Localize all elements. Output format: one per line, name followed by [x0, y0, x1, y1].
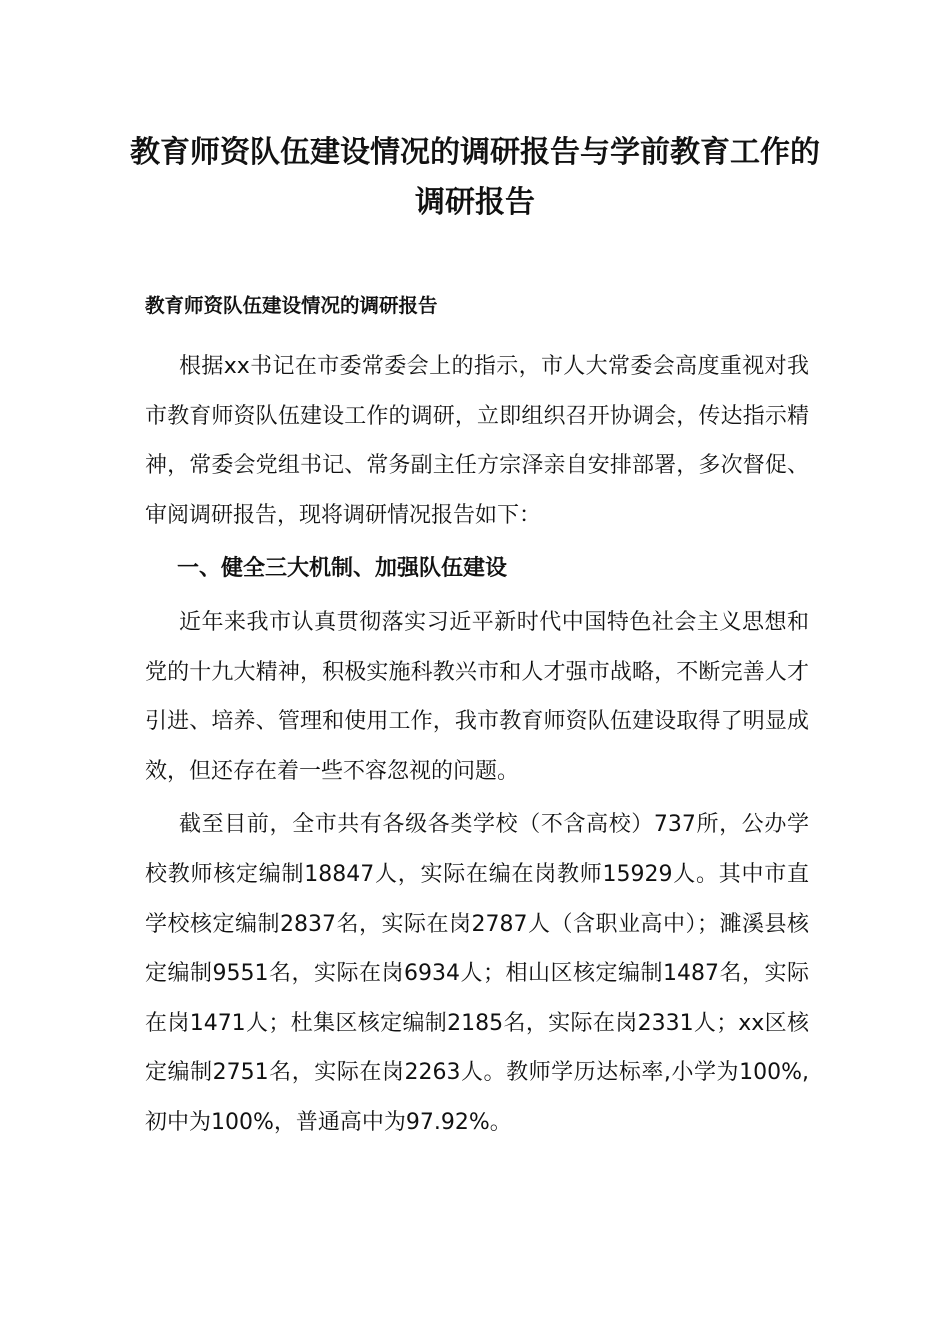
document-body — [145, 342, 809, 1148]
section-heading: 教育师资队伍建设情况的调研报告 — [145, 294, 438, 317]
paragraph-intro: 根据xx书记在市委常委会上的指示，市人大常委会高度重视对我市教育师资队伍建设工作的调研，立即组织召开协调会，传达指示精神，常委会党组书记、常务副主任方宗泽亲自安排部署，多次督促、审阅调研报告，现将调研情况报告如下： — [145, 354, 809, 528]
paragraph-overview: 近年来我市认真贯彻落实习近平新时代中国特色社会主义思想和党的十九大精神，积极实施科教兴市和人才强市战略，不断完善人才引进、培养、管理和使用工作，我市教育师资队伍建设取得了明显成效，但还存在着一些不容忽视的问题。 — [145, 609, 809, 784]
subheading-one: 一、健全三大机制、加强队伍建设 — [177, 556, 508, 582]
paragraph-statistics: 截至目前，全市共有各级各类学校（不含高校）737所，公办学校教师核定编制18847人，实际在编在岗教师15929人。其中市直学校核定编制2837名，实际在岗2787人（含职业高中）；濉溪县核定编制9551名，实际在岗6934人；相山区核定编制1487名，实际在岗1471人；杜集区核定编制2185名，实际在岗2331人；xx区核定编制2751名，实际在岗2263人。教师学历达标率,小学为100%,初中为100%，普通高中为97.92%。 — [145, 812, 809, 1135]
document-title: 教育师资队伍建设情况的调研报告与学前教育工作的调研报告 — [130, 135, 820, 220]
